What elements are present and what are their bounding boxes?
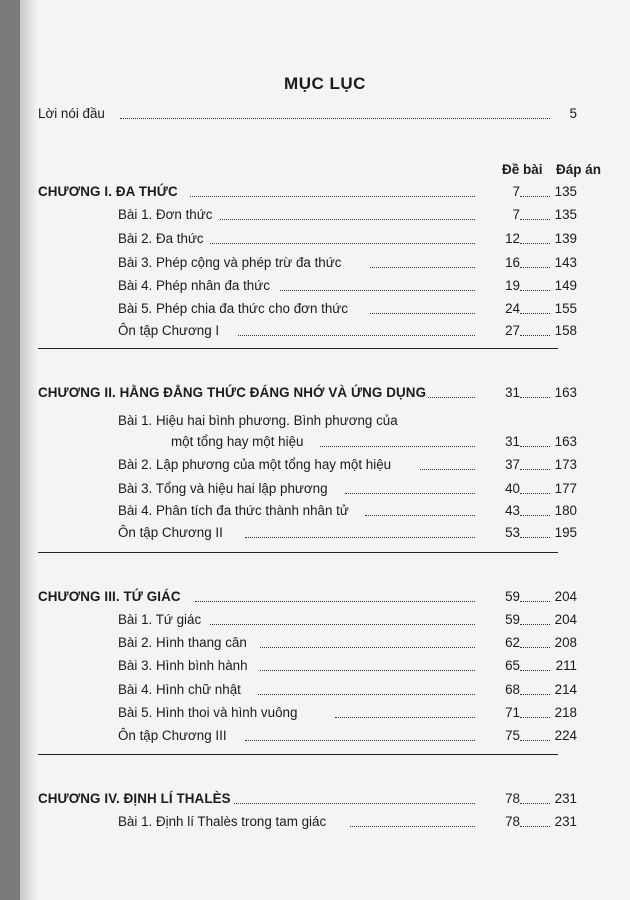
lesson-title: Bài 1. Tứ giác bbox=[118, 610, 203, 630]
dot-leader bbox=[220, 219, 505, 220]
dot-leader bbox=[230, 803, 505, 804]
answer-page: 177 bbox=[551, 479, 577, 499]
lesson-title: Bài 4. Hình chữ nhật bbox=[118, 680, 243, 700]
answer-page: 180 bbox=[551, 501, 577, 521]
answer-page: 155 bbox=[551, 299, 577, 319]
chapter-title: CHƯƠNG III. TỨ GIÁC bbox=[38, 587, 183, 607]
chapter-row bbox=[20, 789, 590, 809]
answer-page: 143 bbox=[551, 253, 577, 273]
lesson-row bbox=[20, 726, 590, 746]
lesson-row bbox=[20, 299, 590, 319]
exercise-page: 40 bbox=[475, 479, 520, 499]
exercise-page: 7 bbox=[475, 182, 520, 202]
lesson-title-continued: một tổng hay một hiệu bbox=[171, 432, 306, 452]
lesson-row bbox=[20, 205, 590, 225]
answer-page: 204 bbox=[551, 587, 577, 607]
page-title: MỤC LỤC bbox=[284, 74, 366, 93]
lesson-title: Bài 5. Phép chia đa thức cho đơn thức bbox=[118, 299, 350, 319]
dot-leader bbox=[210, 624, 505, 625]
answer-page: 231 bbox=[551, 812, 577, 832]
lesson-title: Bài 1. Định lí Thalès trong tam giác bbox=[118, 812, 328, 832]
lesson-row bbox=[20, 411, 590, 431]
exercise-page: 12 bbox=[475, 229, 520, 249]
lesson-row bbox=[20, 610, 590, 630]
lesson-row bbox=[20, 812, 590, 832]
exercise-page: 43 bbox=[475, 501, 520, 521]
answer-page: 195 bbox=[551, 523, 577, 543]
exercise-page: 78 bbox=[475, 812, 520, 832]
lesson-title: Bài 2. Hình thang cân bbox=[118, 633, 249, 653]
section-divider bbox=[38, 348, 558, 349]
answer-page: 224 bbox=[551, 726, 577, 746]
answer-page: 173 bbox=[551, 455, 577, 475]
exercise-page: 59 bbox=[475, 610, 520, 630]
preface-label: Lời nói đầu bbox=[38, 104, 107, 124]
lesson-row bbox=[20, 680, 590, 700]
answer-page: 163 bbox=[551, 383, 577, 403]
exercise-page: 62 bbox=[475, 633, 520, 653]
exercise-page: 59 bbox=[475, 587, 520, 607]
lesson-row bbox=[20, 276, 590, 296]
section-divider bbox=[38, 552, 558, 553]
lesson-row bbox=[20, 523, 590, 543]
lesson-title: Bài 4. Phép nhân đa thức bbox=[118, 276, 272, 296]
lesson-title: Bài 2. Lập phương của một tổng hay một hiệu bbox=[118, 455, 393, 475]
book-page bbox=[20, 0, 630, 900]
dot-leader bbox=[210, 243, 505, 244]
chapter-title: CHƯƠNG I. ĐA THỨC bbox=[38, 182, 180, 202]
exercise-page: 65 bbox=[475, 656, 520, 676]
lesson-row bbox=[20, 656, 590, 676]
lesson-title: Bài 2. Đa thức bbox=[118, 229, 206, 249]
preface-row bbox=[20, 104, 590, 124]
lesson-title: Ôn tập Chương I bbox=[118, 321, 221, 341]
exercise-page: 31 bbox=[475, 432, 520, 452]
lesson-row bbox=[20, 633, 590, 653]
lesson-title: Bài 1. Hiệu hai bình phương. Bình phương của bbox=[118, 411, 400, 431]
answer-page: 214 bbox=[551, 680, 577, 700]
section-divider bbox=[38, 754, 558, 755]
exercise-page: 71 bbox=[475, 703, 520, 723]
exercise-page: 19 bbox=[475, 276, 520, 296]
dot-leader bbox=[260, 670, 505, 671]
exercise-page: 53 bbox=[475, 523, 520, 543]
lesson-row bbox=[20, 321, 590, 341]
lesson-row bbox=[20, 501, 590, 521]
lesson-title: Bài 1. Đơn thức bbox=[118, 205, 214, 225]
answer-page: 149 bbox=[551, 276, 577, 296]
dot-leader bbox=[260, 647, 505, 648]
lesson-row bbox=[20, 479, 590, 499]
answer-page: 231 bbox=[551, 789, 577, 809]
lesson-row bbox=[20, 253, 590, 273]
chapter-row bbox=[20, 587, 590, 607]
answer-page: 135 bbox=[551, 182, 577, 202]
chapter-title: CHƯƠNG IV. ĐỊNH LÍ THALÈS bbox=[38, 789, 233, 809]
lesson-title: Bài 3. Phép cộng và phép trừ đa thức bbox=[118, 253, 343, 273]
exercise-page: 78 bbox=[475, 789, 520, 809]
chapter-row bbox=[20, 383, 590, 403]
answer-page: 158 bbox=[551, 321, 577, 341]
dot-leader bbox=[258, 694, 505, 695]
lesson-title: Ôn tập Chương II bbox=[118, 523, 225, 543]
dot-leader bbox=[120, 118, 558, 119]
lesson-title: Bài 5. Hình thoi và hình vuông bbox=[118, 703, 299, 723]
lesson-row bbox=[20, 455, 590, 475]
exercise-page: 7 bbox=[475, 205, 520, 225]
answer-column-header: Đáp án bbox=[556, 162, 602, 177]
answer-page: 208 bbox=[551, 633, 577, 653]
dot-leader bbox=[238, 335, 505, 336]
chapter-title: CHƯƠNG II. HẰNG ĐẲNG THỨC ĐÁNG NHỚ VÀ ỨNG DỤNG bbox=[38, 383, 428, 403]
preface-page: 5 bbox=[551, 104, 577, 124]
exercise-column-header: Đề bài bbox=[502, 162, 543, 177]
exercise-page: 16 bbox=[475, 253, 520, 273]
lesson-row bbox=[20, 229, 590, 249]
exercise-page: 68 bbox=[475, 680, 520, 700]
exercise-page: 24 bbox=[475, 299, 520, 319]
lesson-row-continued bbox=[20, 432, 590, 452]
exercise-page: 27 bbox=[475, 321, 520, 341]
exercise-page: 37 bbox=[475, 455, 520, 475]
exercise-page: 31 bbox=[475, 383, 520, 403]
answer-page: 135 bbox=[551, 205, 577, 225]
answer-page: 204 bbox=[551, 610, 577, 630]
dot-leader bbox=[245, 537, 505, 538]
dot-leader bbox=[245, 740, 505, 741]
lesson-row bbox=[20, 703, 590, 723]
lesson-title: Bài 3. Tổng và hiệu hai lập phương bbox=[118, 479, 330, 499]
lesson-title: Ôn tập Chương III bbox=[118, 726, 229, 746]
dot-leader bbox=[190, 196, 505, 197]
answer-page: 139 bbox=[551, 229, 577, 249]
dot-leader bbox=[195, 601, 505, 602]
dot-leader bbox=[280, 290, 505, 291]
lesson-title: Bài 3. Hình bình hành bbox=[118, 656, 250, 676]
chapter-row bbox=[20, 182, 590, 202]
lesson-title: Bài 4. Phân tích đa thức thành nhân tử bbox=[118, 501, 351, 521]
answer-page: 211 bbox=[551, 656, 577, 676]
answer-page: 218 bbox=[551, 703, 577, 723]
exercise-page: 75 bbox=[475, 726, 520, 746]
answer-page: 163 bbox=[551, 432, 577, 452]
